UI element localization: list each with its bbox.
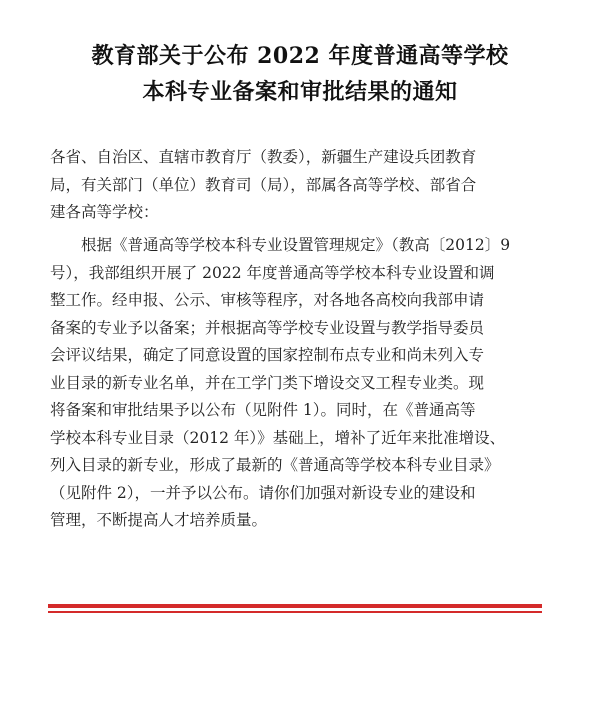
paragraph-line: 备案的专业予以备案；并根据高等学校专业设置与教学指导委员 (50, 318, 485, 337)
red-divider-thick (48, 604, 542, 608)
document-title-line-1: 教育部关于公布 2022 年度普通高等学校 (91, 43, 509, 69)
paragraph-line: 管理，不断提高人才培养质量。 (50, 511, 268, 529)
paragraph-line: 根据《普通高等学校本科专业设置管理规定》（教高〔2012〕9 (81, 236, 511, 254)
salutation-line: 各省、自治区、直辖市教育厅（教委），新疆生产建设兵团教育 (50, 148, 477, 166)
salutation-line: 建各高等学校： (50, 203, 159, 221)
paragraph-line: 号），我部组织开展了 2022 年度普通高等学校本科专业设置和调 (50, 263, 495, 282)
red-divider-thin (48, 611, 542, 613)
paragraph-line: 学校本科专业目录（2012 年）》基础上，增补了近年来批准增设、 (50, 428, 506, 447)
paragraph-line: 整工作。经申报、公示、审核等程序，对各地各高校向我部申请 (50, 291, 485, 309)
paragraph-line: 会评议结果，确定了同意设置的国家控制布点专业和尚未列入专 (50, 346, 485, 364)
paragraph-line: 列入目录的新专业，形成了最新的《普通高等学校本科专业目录》 (50, 456, 500, 474)
paragraph-line: 将备案和审批结果予以公布（见附件 1）。同时，在《普通高等 (50, 401, 476, 419)
paragraph-line: （见附件 2），一并予以公布。请你们加强对新设专业的建设和 (50, 483, 476, 502)
paragraph-line: 业目录的新专业名单，并在工学门类下增设交叉工程专业类。现 (50, 373, 485, 392)
salutation (50, 144, 550, 227)
document-title-line-2: 本科专业备案和审批结果的通知 (142, 79, 458, 105)
body-paragraph (50, 232, 550, 535)
salutation-line: 局，有关部门（单位）教育司（局），部属各高等学校、部省合 (50, 175, 477, 194)
